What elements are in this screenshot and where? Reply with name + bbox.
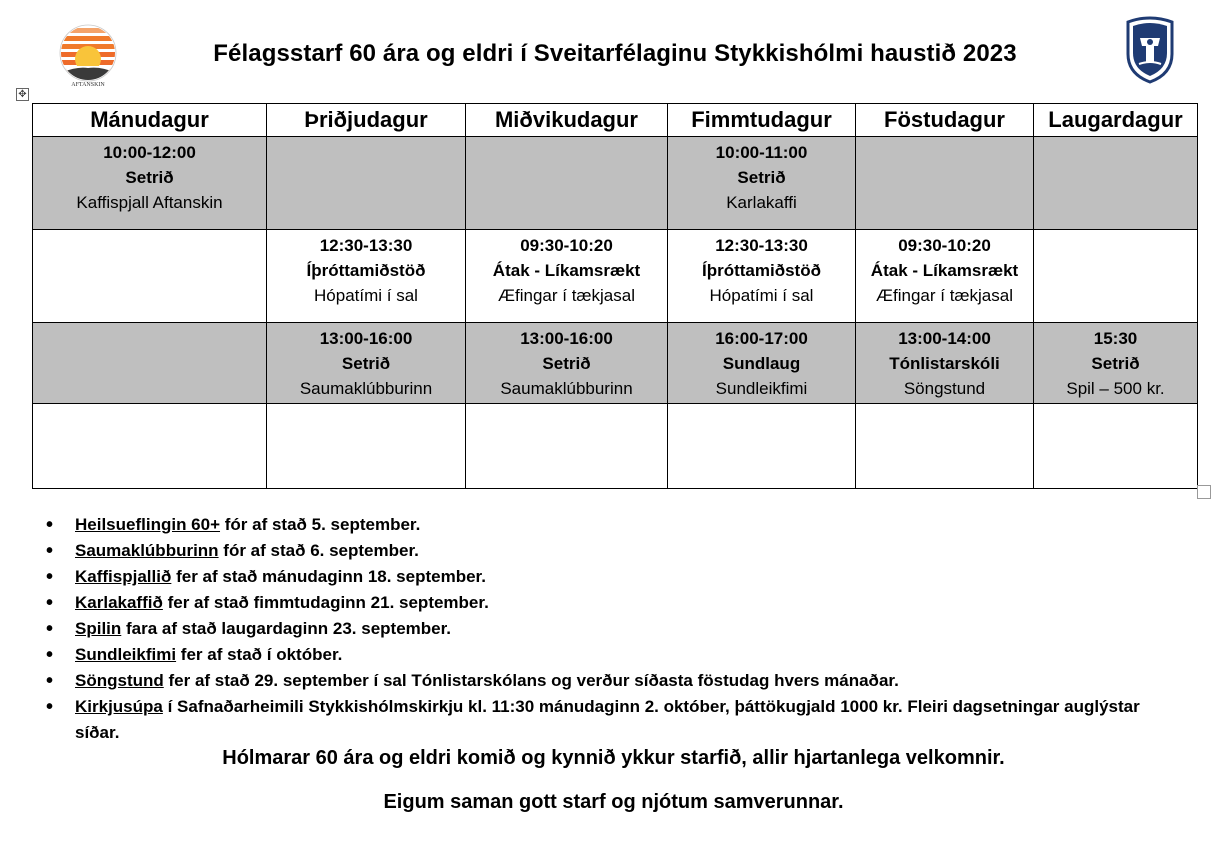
schedule-cell xyxy=(267,404,466,489)
note-activity-name: Kaffispjallið xyxy=(75,567,172,586)
note-activity-name: Saumaklúbburinn xyxy=(75,541,219,560)
schedule-cell xyxy=(856,404,1034,489)
note-text: fara af stað laugardaginn 23. september. xyxy=(121,619,452,638)
schedule-cell: 16:00-17:00 Sundlaug Sundleikfimi xyxy=(668,323,856,404)
closing-invitation: Hólmarar 60 ára og eldri komið og kynnið ykkur starfið, allir hjartanlega velkomnir. xyxy=(222,747,1005,769)
list-item xyxy=(40,564,1150,590)
aftanskin-logo-text: AFTANSKIN xyxy=(71,82,105,88)
schedule-cell xyxy=(856,137,1034,230)
day-header-saturday: Laugardagur xyxy=(1034,104,1198,137)
day-header-row xyxy=(33,104,1198,137)
schedule-cell xyxy=(33,323,267,404)
table-move-handle-icon[interactable]: ✥ xyxy=(16,88,29,101)
schedule-cell xyxy=(1034,404,1198,489)
schedule-table xyxy=(32,103,1198,489)
list-item xyxy=(40,642,1150,668)
table-row xyxy=(33,230,1198,323)
table-row xyxy=(33,323,1198,404)
table-row xyxy=(33,404,1198,489)
list-item xyxy=(40,694,1150,746)
schedule-cell: 09:30-10:20 Átak - Líkamsrækt Æfingar í tækjasal xyxy=(466,230,668,323)
list-item xyxy=(40,668,1150,694)
list-item xyxy=(40,538,1150,564)
schedule-cell xyxy=(1034,230,1198,323)
note-text: fór af stað 5. september. xyxy=(220,515,421,534)
note-activity-name: Sundleikfimi xyxy=(75,645,177,664)
note-text: í Safnaðarheimili Stykkishólmskirkju kl. 11:30 mánudaginn 2. október, þáttökugjald 1000 kr. Fleiri dagsetningar auglýstar síðar. xyxy=(75,697,1140,742)
aftanskin-logo xyxy=(56,22,120,92)
day-header-tuesday: Þriðjudagur xyxy=(267,104,466,137)
schedule-cell: 13:00-14:00 Tónlistarskóli Söngstund xyxy=(856,323,1034,404)
schedule-cell xyxy=(466,404,668,489)
schedule-cell: 13:00-16:00 Setrið Saumaklúbburinn xyxy=(267,323,466,404)
schedule-cell: 15:30 Setrið Spil – 500 kr. xyxy=(1034,323,1198,404)
day-header-friday: Föstudagur xyxy=(856,104,1034,137)
schedule-cell: 12:30-13:30 Íþróttamiðstöð Hópatími í sal xyxy=(267,230,466,323)
note-text: fer af stað 29. september í sal Tónlistarskólans og verður síðasta föstudag hvers mánaðar. xyxy=(163,671,899,690)
schedule-cell xyxy=(267,137,466,230)
schedule-cell: 10:00-12:00 Setrið Kaffispjall Aftanskin xyxy=(33,137,267,230)
note-text: fór af stað 6. september. xyxy=(218,541,419,560)
note-activity-name: Karlakaffið xyxy=(75,593,163,612)
list-item xyxy=(40,616,1150,642)
day-header-wednesday: Miðvikudagur xyxy=(466,104,668,137)
table-resize-handle[interactable] xyxy=(1197,485,1211,499)
list-item xyxy=(40,590,1150,616)
day-header-thursday: Fimmtudagur xyxy=(668,104,856,137)
schedule-cell: 13:00-16:00 Setrið Saumaklúbburinn xyxy=(466,323,668,404)
note-activity-name: Spilin xyxy=(75,619,122,638)
closing-message: Eigum saman gott starf og njótum samverunnar. xyxy=(383,791,844,813)
day-header-monday: Mánudagur xyxy=(33,104,267,137)
schedule-cell xyxy=(33,404,267,489)
schedule-cell: 09:30-10:20 Átak - Líkamsrækt Æfingar í tækjasal xyxy=(856,230,1034,323)
note-activity-name: Söngstund xyxy=(75,671,164,690)
note-activity-name: Heilsueflingin 60+ xyxy=(75,515,221,534)
schedule-cell xyxy=(466,137,668,230)
page-title: Félagsstarf 60 ára og eldri í Sveitarfélaginu Stykkishólmi haustið 2023 xyxy=(213,40,1017,67)
schedule-cell: 10:00-11:00 Setrið Karlakaffi xyxy=(668,137,856,230)
note-activity-name: Kirkjusúpa xyxy=(75,697,163,716)
announcement-list xyxy=(40,512,1150,746)
list-item xyxy=(40,512,1150,538)
note-text: fer af stað fimmtudaginn 21. september. xyxy=(162,593,489,612)
table-row xyxy=(33,137,1198,230)
schedule-cell xyxy=(668,404,856,489)
note-text: fer af stað mánudaginn 18. september. xyxy=(171,567,486,586)
schedule-cell xyxy=(33,230,267,323)
schedule-cell: 12:30-13:30 Íþróttamiðstöð Hópatími í sal xyxy=(668,230,856,323)
note-text: fer af stað í október. xyxy=(176,645,343,664)
schedule-cell xyxy=(1034,137,1198,230)
municipal-crest-icon xyxy=(1124,16,1176,84)
